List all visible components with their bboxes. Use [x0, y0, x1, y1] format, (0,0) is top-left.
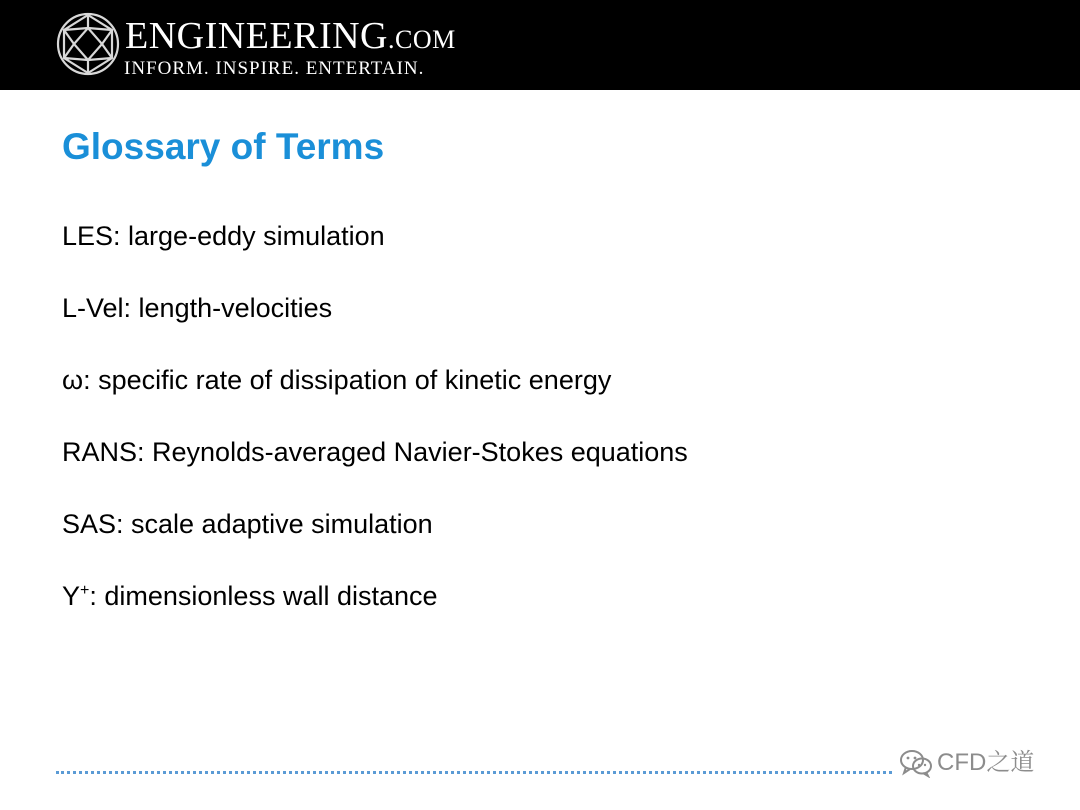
brand-name [125, 14, 456, 62]
glossary-item-les: LES: large-eddy simulation [62, 221, 385, 251]
glossary-item-sas: SAS: scale adaptive simulation [62, 509, 433, 539]
glossary-item-yplus [62, 576, 688, 616]
brand-name-main: ENGINEERING [125, 15, 389, 57]
glossary-item-lvel: L-Vel: length-velocities [62, 293, 333, 323]
geodesic-sphere-icon [54, 6, 122, 82]
wechat-icon [899, 748, 933, 778]
brand-name-suffix: .COM [388, 25, 456, 54]
yplus-definition: : dimensionless wall distance [89, 581, 438, 611]
glossary-item-omega: ω: specific rate of dissipation of kinetic energy [62, 365, 612, 395]
header-banner [0, 0, 1080, 90]
glossary-list [62, 216, 688, 648]
footer-dotted-line [56, 771, 1036, 774]
watermark-text: CFD之道 [937, 749, 1035, 776]
yplus-superscript: + [80, 582, 90, 599]
yplus-symbol: Y [62, 581, 81, 611]
slide-title: Glossary of Terms [62, 126, 385, 167]
brand-tagline: INFORM. INSPIRE. ENTERTAIN. [124, 58, 425, 79]
watermark [895, 746, 1038, 780]
glossary-item-rans: RANS: Reynolds-averaged Navier-Stokes equations [62, 437, 688, 467]
